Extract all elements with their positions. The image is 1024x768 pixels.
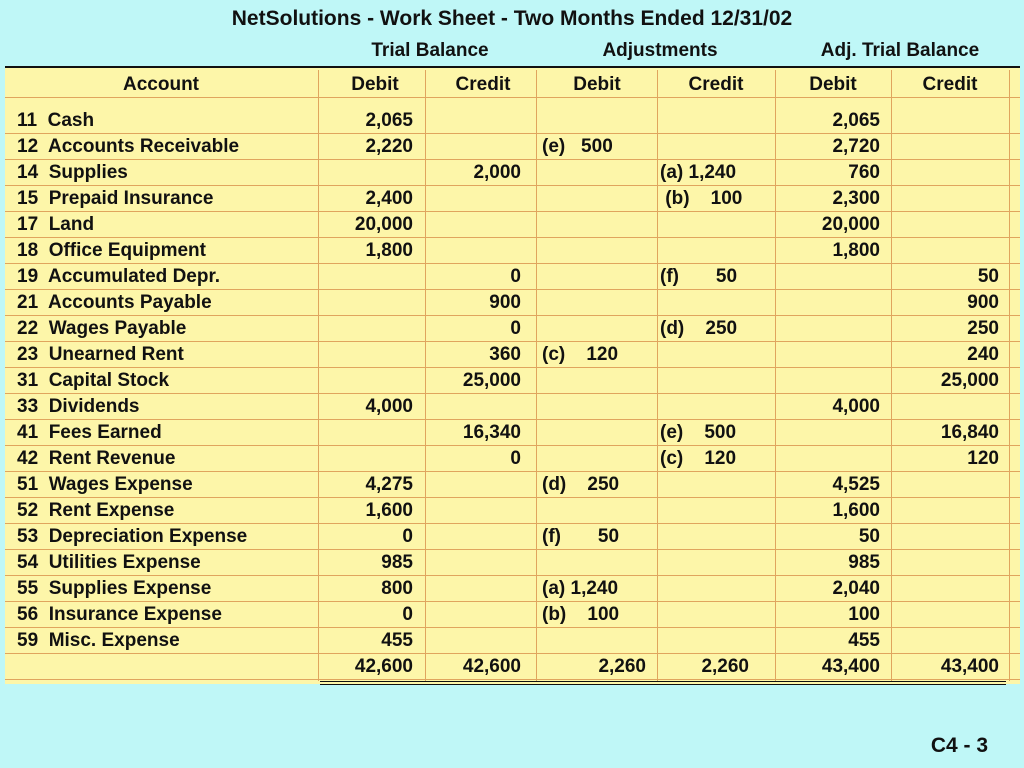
account-label: 59 Misc. Expense: [17, 630, 180, 651]
column-header-adj-credit: Credit: [688, 74, 744, 95]
table-row: [5, 498, 1020, 524]
adj-debit-cell: (f) 50: [542, 526, 620, 547]
atb-credit-cell: 50: [977, 266, 999, 287]
total-tb-credit: 42,600: [462, 656, 521, 677]
tb-credit-cell: 0: [510, 448, 521, 469]
tb-debit-cell: 455: [381, 630, 413, 651]
atb-debit-cell: 2,300: [832, 188, 880, 209]
atb-credit-cell: 250: [967, 318, 999, 339]
table-row: [5, 524, 1020, 550]
account-label: 54 Utilities Expense: [17, 552, 201, 573]
column-header-account: Account: [123, 74, 199, 95]
column-header-atb-credit: Credit: [922, 74, 978, 95]
tb-debit-cell: 985: [381, 552, 413, 573]
atb-debit-cell: 50: [858, 526, 880, 547]
table-row: [5, 602, 1020, 628]
table-row: [5, 134, 1020, 160]
totals-double-underline-2: [320, 684, 1006, 685]
tb-debit-cell: 4,275: [365, 474, 413, 495]
account-label: 12 Accounts Receivable: [17, 136, 240, 157]
tb-debit-cell: 800: [381, 578, 413, 599]
atb-debit-cell: 4,525: [832, 474, 880, 495]
account-label: 19 Accumulated Depr.: [17, 266, 221, 287]
account-label: 53 Depreciation Expense: [17, 526, 248, 547]
tb-credit-cell: 25,000: [462, 370, 521, 391]
table-row: [5, 472, 1020, 498]
account-label: 14 Supplies: [17, 162, 128, 183]
tb-debit-cell: 4,000: [365, 396, 413, 417]
table-row: [5, 212, 1020, 238]
tb-credit-cell: 2,000: [473, 162, 521, 183]
account-label: 18 Office Equipment: [17, 240, 206, 261]
total-atb-credit: 43,400: [940, 656, 999, 677]
table-row: [5, 264, 1020, 290]
table-row: [5, 576, 1020, 602]
adj-credit-cell: (d) 250: [660, 318, 738, 339]
column-header-tb-debit: Debit: [351, 74, 399, 95]
tb-debit-cell: 0: [402, 604, 413, 625]
adj-debit-cell: (d) 250: [542, 474, 620, 495]
account-label: 56 Insurance Expense: [17, 604, 222, 625]
table-row: [5, 342, 1020, 368]
totals-row: [5, 654, 1020, 680]
atb-debit-cell: 455: [848, 630, 880, 651]
adj-credit-cell: (c) 120: [660, 448, 737, 469]
tb-credit-cell: 360: [489, 344, 521, 365]
account-label: 22 Wages Payable: [17, 318, 187, 339]
table-row: [5, 368, 1020, 394]
tb-debit-cell: 1,800: [365, 240, 413, 261]
tb-debit-cell: 0: [402, 526, 413, 547]
tb-debit-cell: 2,220: [365, 136, 413, 157]
adj-debit-cell: (b) 100: [542, 604, 620, 625]
account-label: 17 Land: [17, 214, 95, 235]
table-row: [5, 550, 1020, 576]
atb-debit-cell: 4,000: [832, 396, 880, 417]
atb-credit-cell: 900: [967, 292, 999, 313]
atb-debit-cell: 100: [848, 604, 880, 625]
worksheet-table: [5, 66, 1020, 684]
adj-credit-cell: (e) 500: [660, 422, 737, 443]
total-tb-debit: 42,600: [354, 656, 413, 677]
totals-double-underline-1: [320, 681, 1006, 682]
account-label: 15 Prepaid Insurance: [17, 188, 214, 209]
slide-number: C4 - 3: [930, 734, 988, 757]
table-row: [5, 628, 1020, 654]
atb-debit-cell: 1,600: [832, 500, 880, 521]
table-row: [5, 316, 1020, 342]
column-header-atb-debit: Debit: [809, 74, 857, 95]
adj-debit-cell: (c) 120: [542, 344, 619, 365]
atb-credit-cell: 16,840: [940, 422, 999, 443]
atb-debit-cell: 2,040: [832, 578, 880, 599]
table-row: [5, 186, 1020, 212]
total-atb-debit: 43,400: [821, 656, 880, 677]
account-label: 23 Unearned Rent: [17, 344, 184, 365]
table-row: [5, 160, 1020, 186]
top-double-rule: [5, 66, 1020, 68]
atb-debit-cell: 2,065: [832, 110, 880, 131]
atb-credit-cell: 25,000: [940, 370, 999, 391]
group-header-trial-balance: Trial Balance: [371, 40, 489, 61]
atb-debit-cell: 760: [848, 162, 880, 183]
tb-credit-cell: 0: [510, 266, 521, 287]
adj-debit-cell: (e) 500: [542, 136, 613, 157]
table-row: [5, 290, 1020, 316]
account-label: 11 Cash: [17, 110, 95, 131]
page-title: NetSolutions - Work Sheet - Two Months Ended 12/31/02: [231, 7, 793, 30]
tb-debit-cell: 2,400: [365, 188, 413, 209]
account-label: 55 Supplies Expense: [17, 578, 212, 599]
tb-debit-cell: 20,000: [354, 214, 413, 235]
group-header-adj-trial-balance: Adj. Trial Balance: [820, 40, 980, 61]
total-adj-credit: 2,260: [701, 656, 749, 677]
adj-credit-cell: (f) 50: [660, 266, 738, 287]
account-label: 21 Accounts Payable: [17, 292, 212, 313]
account-label: 31 Capital Stock: [17, 370, 170, 391]
account-label: 33 Dividends: [17, 396, 140, 417]
account-label: 51 Wages Expense: [17, 474, 193, 495]
adj-credit-cell: (a) 1,240: [660, 162, 737, 183]
table-row: [5, 238, 1020, 264]
atb-credit-cell: 120: [967, 448, 999, 469]
atb-debit-cell: 985: [848, 552, 880, 573]
adj-debit-cell: (a) 1,240: [542, 578, 619, 599]
column-header-adj-debit: Debit: [573, 74, 621, 95]
tb-debit-cell: 2,065: [365, 110, 413, 131]
header-underline: [5, 97, 1020, 98]
account-label: 41 Fees Earned: [17, 422, 162, 443]
atb-debit-cell: 2,720: [832, 136, 880, 157]
tb-debit-cell: 1,600: [365, 500, 413, 521]
table-row: [5, 420, 1020, 446]
table-row: [5, 394, 1020, 420]
tb-credit-cell: 900: [489, 292, 521, 313]
account-label: 52 Rent Expense: [17, 500, 175, 521]
tb-credit-cell: 16,340: [462, 422, 521, 443]
account-label: 42 Rent Revenue: [17, 448, 176, 469]
atb-debit-cell: 20,000: [821, 214, 880, 235]
table-row: [5, 446, 1020, 472]
adj-credit-cell: (b) 100: [660, 188, 743, 209]
atb-debit-cell: 1,800: [832, 240, 880, 261]
tb-credit-cell: 0: [510, 318, 521, 339]
group-header-adjustments: Adjustments: [602, 40, 718, 61]
table-row: [5, 108, 1020, 134]
column-header-tb-credit: Credit: [455, 74, 511, 95]
atb-credit-cell: 240: [967, 344, 999, 365]
total-adj-debit: 2,260: [598, 656, 646, 677]
